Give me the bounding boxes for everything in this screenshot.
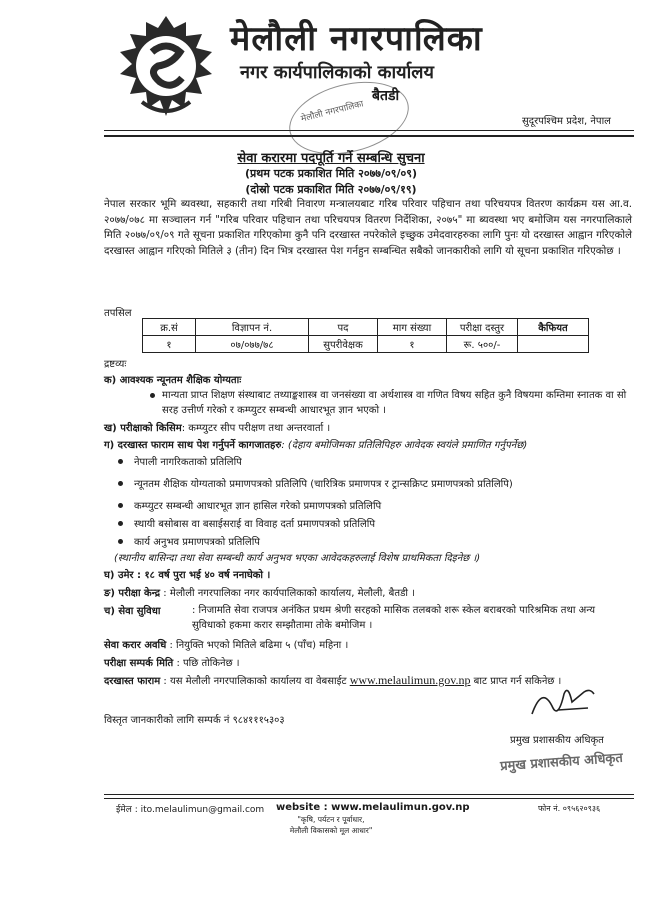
facility-label: च) सेवा सुविधा [104,606,161,617]
footer-email: ईमेल : ito.melaulimun@gmail.com [116,805,265,815]
table-cell [518,336,589,353]
province: सुदूरपश्चिम प्रदेश, नेपाल [522,116,611,127]
office-name: नगर कार्यपालिकाको कार्यालय [240,62,434,83]
signatory-title: प्रमुख प्रशासकीय अधिकृत [510,735,604,746]
application-form-value: : यस मेलौली नगरपालिकाको कार्यालय वा वेबसाईट [163,676,347,687]
bullet-icon [118,481,123,486]
application-form-label: दरखास्त फाराम [104,676,161,687]
exam-type-value: : कम्प्युटर सीप परीक्षण तथा अन्तरवार्ता । [181,423,331,434]
table-cell: रू. ५००/- [447,336,518,353]
table-header: परीक्षा दस्तुर [447,319,518,336]
document-item: स्थायी बसोबास वा बसाईसराई वा विवाह दर्ता प्रमाणपत्रको प्रतिलिपि [134,519,376,530]
bullet-icon [118,503,123,508]
office-place: बैतडी [372,88,400,104]
exam-type-label: ख) परीक्षाको किसिम [104,423,182,434]
bullet-icon [118,459,123,464]
first-publication: (प्रथम पटक प्रकाशित मिति २०७७/०९/०९) [245,167,417,180]
qualification-item: मान्यता प्राप्त शिक्षण संस्थाबाट तथ्याङ्कशास्त्र वा जनसंख्या वा अर्थशास्त्र वा गणित विषय सहित कुनै विषयमा कम्तिमा स्नातक वा सो सरह उत्तीर्ण गरेको र कम्प्युटर सम्बन्धी आधारभूत ज्ञान भएको । [162,390,627,416]
bullet-icon [118,521,123,526]
footer-phone: फोन नं. ०९५६२०९३६ [538,804,601,813]
bullet-icon [150,393,155,398]
vacancy-table [142,318,589,353]
org-name: मेलौली नगरपालिका [230,19,483,59]
bullet-icon [118,539,123,544]
footer-slogan-line1: "कृषि, पर्यटन र पूर्वाधार, [297,815,365,824]
tapasil-label: तपसिल [104,308,132,319]
table-header: विज्ञापन नं. [196,319,309,336]
table-header: माग संख्या [378,319,447,336]
table-header: क्र.सं [143,319,196,336]
document-item: कार्य अनुभव प्रमाणपत्रको प्रतिलिपि [134,537,260,548]
website-link[interactable]: www.melaulimun.gov.np [349,673,471,687]
table-cell: ०७/०७७/७८ [196,336,309,353]
second-publication: (दोस्रो पटक प्रकाशित मिति २०७७/०९/१९) [245,183,417,196]
exam-center-label: ङ) परीक्षा केन्द्र [104,588,161,599]
contract-period-label: सेवा करार अवधि [104,640,167,651]
notice-title: सेवा करारमा पदपूर्ति गर्ने सम्बन्धि सुचना [237,151,425,166]
signatory-stamp: प्रमुख प्रशासकीय अधिकृत [499,750,624,775]
footer-slogan-line2: मेलौली विकासको मूल आधार" [289,826,373,835]
table-header-row [143,319,589,336]
exam-center-value: : मेलौली नगरपालिका नगर कार्यपालिकाको कार्यालय, मेलौली, बैतडी । [163,588,415,599]
footer-divider [104,794,634,799]
table-header: कैफियत [518,319,589,336]
qualification-label: क) आवश्यक न्यूनतम शैक्षिक योग्यताः [104,375,242,386]
application-form-tail: बाट प्राप्त गर्न सकिनेछ । [473,676,562,687]
table-cell: १ [143,336,196,353]
drishtavya-label: द्रष्टव्यः [104,359,127,370]
document-item: नेपाली नागरिकताको प्रतिलिपि [134,457,242,468]
signature-icon [528,680,598,726]
documents-note: : (देहाय बमोजिमका प्रतिलिपिहरु आवेदक स्वयंले प्रमाणित गर्नुपर्नेछ) [281,440,528,451]
table-header: पद [309,319,378,336]
documents-label: ग) दरखास्त फाराम साथ पेश गर्नुपर्ने कागजातहरु [104,440,282,451]
contact-info: विस्तृत जानकारीको लागि सम्पर्क नं ९८४१११५३०३ [104,715,285,726]
age-limit: घ) उमेर : १८ वर्ष पुरा भई ४० वर्ष ननाघेको । [104,570,271,581]
table-row [143,336,589,353]
table-cell: १ [378,336,447,353]
document-item: कम्प्युटर सम्बन्धी आधारभूत ज्ञान हासिल गरेको प्रमाणपत्रको प्रतिलिपि [134,501,382,512]
office-stamp-text: मेलौली नगरपालिका [300,99,365,125]
table-cell: सुपरीवेक्षक [309,336,378,353]
contract-period-value: : नियुक्ति भएको मितिले बढिमा ५ (पाँच) महिना । [169,640,349,651]
priority-note: (स्थानीय बासिन्दा तथा सेवा सम्बन्धी कार्य अनुभव भएका आवेदकहरुलाई विशेष प्राथमिकता दिइनेछ ।) [114,553,481,564]
notice-body: नेपाल सरकार भूमि ब्यवस्था, सहकारी तथा गरिबी निवारण मन्त्रालयबाट गरिब परिवार पहिचान तथा परिचयपत्र वितरण कार्यक्रम यस आ.व. २०७७/०७८ मा सञ्चालन गर्न "गरिब परिवार पहिचान तथा परिचयपत्र वितरण निर्देशिका, २०७५" मा ब्यवस्था भए बमोजिम यस नगरपालिकाले मिति २०७७/०९/०९ गते सूचना प्रकाशित गरिएकोमा कुनै पनि दरखास्त नपरेकोले इच्छुक उमेदवारहरुका लागि पुनः यो दरखास्त आह्वान गरिएकोले दरखास्त आह्वान गरिएको मितिले ३ (तीन) दिन भित्र दरखास्त पेश गर्नहुन सम्बन्धित सबैको जानकारीको लागि यो सूचना प्रकाशित गरिएकोछ । [104,198,632,257]
exam-date-value: : पछि तोकिनेछ । [176,658,240,669]
exam-date-label: परीक्षा सम्पर्क मिति [104,658,174,669]
facility-value: : निजामति सेवा राजपत्र अनंकित प्रथम श्रेणी सरहको मासिक तलबको शरू स्केल बराबरको पारिश्रमिक तथा अन्य सुविधाको हकमा करार सम्झौतामा तोके बमोजिम । [192,605,596,631]
footer-website: website : www.melaulimun.gov.np [276,802,470,813]
government-emblem-icon [112,12,220,122]
document-item: न्यूनतम शैक्षिक योग्यताको प्रमाणपत्रको प्रतिलिपि (चारित्रिक प्रमाणपत्र र ट्रान्सक्रिप्ट प्रमाणपत्रको प्रतिलिपि) [134,479,513,490]
